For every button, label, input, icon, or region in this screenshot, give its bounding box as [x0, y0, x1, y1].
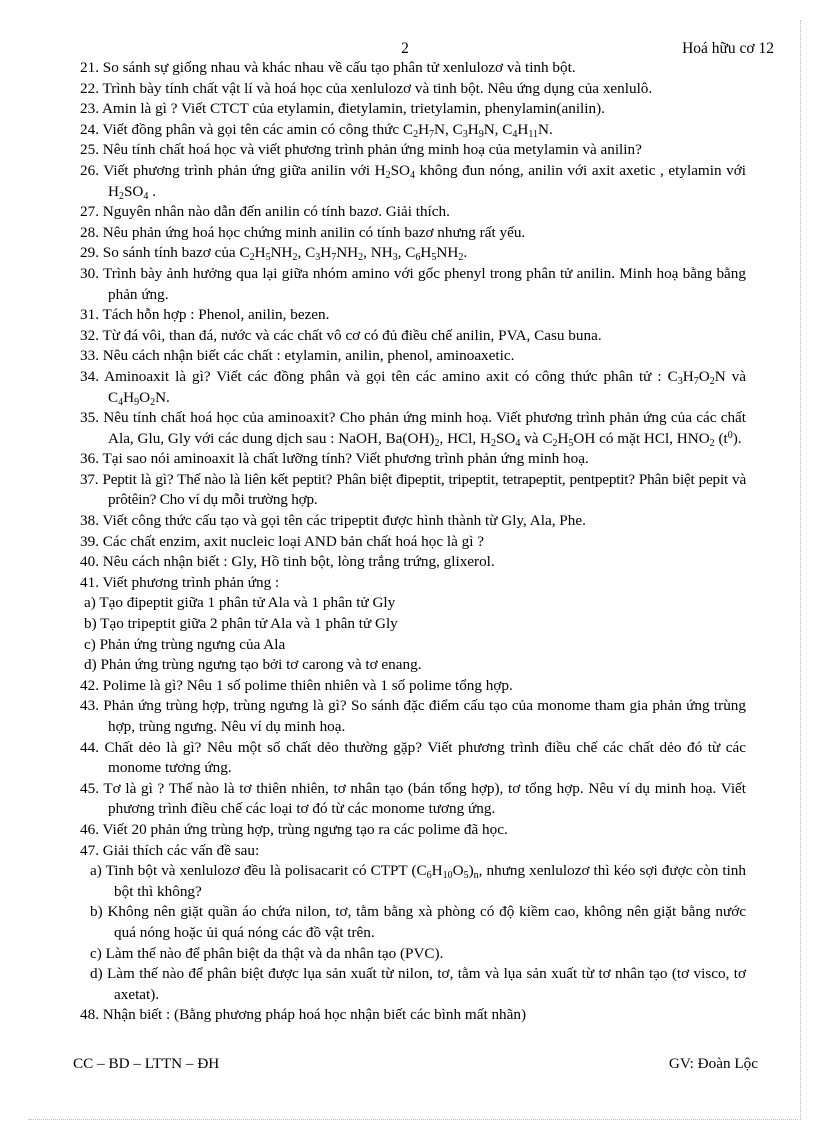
footer-left: CC – BD – LTTN – ĐH — [73, 1055, 220, 1072]
question-item: 45. Tơ là gì ? Thế nào là tơ thiên nhiên, tơ nhân tạo (bán tổng hợp), tơ tổng hợp. Nêu ví dụ minh hoạ. Viết phương trình điều chế các loại tơ đó từ các monome tương ứng. — [80, 779, 746, 818]
question-item: 37. Peptit là gì? Thế nào là liên kết peptit? Phân biệt đipeptit, tripeptit, tetrapeptit, pentpeptit? Phân biệt pepit và prôtêin? Cho ví dụ mỗi trường hợp. — [80, 470, 746, 509]
footer-right: GV: Đoàn Lộc — [668, 1055, 758, 1072]
question-item: 29. So sánh tính bazơ của $C_2H_5NH_2$, $C_3H_7NH_2$, $NH_3$, $C_6H_5NH_2$. — [80, 244, 468, 264]
question-item: 34. Aminoaxit là gì? Viết các đồng phân và gọi tên các amino axit có công thức phân tử : $C_3H_7O_2N$ và $C_4H_9O_2N$. — [80, 367, 746, 408]
question-item: 31. Tách hỗn hợp : Phenol, anilin, bezen. — [80, 306, 330, 324]
question-item: 33. Nêu cách nhận biết các chất : etylamin, anilin, phenol, aminoaxetic. — [80, 347, 515, 365]
question-item: 46. Viết 20 phản ứng trùng hợp, trùng ngưng tạo ra các polime đã học. — [80, 820, 508, 838]
header-title: Hoá hữu cơ 12 — [682, 40, 774, 57]
question-item: 21. So sánh sự giống nhau và khác nhau về cấu tạo phân tử xenlulozơ và tinh bột. — [80, 59, 576, 76]
question-item: 30. Trình bày ảnh hưởng qua lại giữa nhóm amino với gốc phenyl trong phân tử anilin. Minh hoạ bằng bằng phản ứng. — [80, 264, 746, 303]
sub-item: c) Phản ứng trùng ngưng của Ala — [84, 635, 286, 653]
question-item: 28. Nêu phản ứng hoá học chứng minh anilin có tính bazơ nhưng rất yếu. — [80, 223, 526, 241]
question-list — [80, 58, 746, 1026]
question-item: 48. Nhận biết : (Bằng phương pháp hoá học nhận biết các bình mất nhãn) — [80, 1006, 527, 1024]
sub-item: a) Tinh bột và xenlulozơ đều là polisacarit có CTPT $(C_6H_{10}O_5)_n$, nhưng xenlulozơ thì kéo sợi được còn tinh bột thì không? — [90, 862, 746, 900]
question-item: 42. Polime là gì? Nêu 1 số polime thiên nhiên và 1 số polime tổng hợp. — [80, 676, 513, 694]
question-item: 39. Các chất enzim, axit nucleic loại AND bản chất hoá học là gì ? — [80, 532, 485, 550]
question-item: 24. Viết đồng phân và gọi tên các amin có công thức $C_2H_7N$, $C_3H_9N$, $C_4H_{11}N$. — [80, 120, 553, 140]
question-item: 40. Nêu cách nhận biết : Gly, Hồ tinh bột, lòng trắng trứng, glixerol. — [80, 553, 495, 571]
question-item: 43. Phản ứng trùng hợp, trùng ngưng là gì? So sánh đặc điểm cấu tạo của monome tham gia phản ứng trùng hợp, trùng ngưng. Nêu ví dụ minh hoạ. — [80, 697, 746, 735]
sub-item: a) Tạo đipeptit giữa 1 phân tử Ala và 1 phân tử Gly — [84, 594, 396, 612]
question-item: 47. Giải thích các vấn đề sau: — [80, 841, 260, 859]
page-number: 2 — [401, 40, 409, 57]
question-item: 41. Viết phương trình phản ứng : — [80, 573, 280, 591]
question-item: 36. Tại sao nói aminoaxit là chất lưỡng tính? Viết phương trình phản ứng minh hoạ. — [80, 450, 589, 468]
question-item: 25. Nêu tính chất hoá học và viết phương trình phản ứng minh hoạ của metylamin và anilin? — [80, 141, 642, 159]
page-border-right — [800, 20, 801, 1120]
question-item: 22. Trình bày tính chất vật lí và hoá học của xenlulozơ và tinh bột. Nêu ứng dụng của xenlulô. — [80, 79, 653, 97]
question-item: 23. Amin là gì ? Viết CTCT của etylamin, đietylamin, trietylamin, phenylamin(anilin). — [80, 100, 605, 118]
question-item: 44. Chất dẻo là gì? Nêu một số chất dẻo thường gặp? Viết phương trình điều chế các chất dẻo đó từ các monome tương ứng. — [80, 738, 746, 777]
sub-item: c) Làm thế nào để phân biệt da thật và da nhân tạo (PVC). — [90, 944, 444, 962]
question-item: 26. Viết phương trình phản ứng giữa anilin với $H_2SO_4$ không đun nóng, anilin với axit axetic , etylamin với $H_2SO_4$ . — [80, 161, 746, 202]
question-item: 32. Từ đá vôi, than đá, nước và các chất vô cơ có đủ điều chế anilin, PVA, Casu buna. — [80, 326, 602, 344]
sub-item: d) Phản ứng trùng ngưng tạo bởi tơ carong và tơ enang. — [84, 656, 422, 674]
question-item: 38. Viết công thức cấu tạo và gọi tên các tripeptit được hình thành từ Gly, Ala, Phe. — [80, 512, 586, 530]
question-item: 27. Nguyên nhân nào dẫn đến anilin có tính bazơ. Giải thích. — [80, 203, 450, 221]
question-item: 35. Nêu tính chất hoá học của aminoaxit? Cho phản ứng minh hoạ. Viết phương trình phản ứng của các chất Ala, Glu, Gly với các dung dịch sau : NaOH, $Ba(OH)_2$, HCl, $H_2SO_4$ và $C_2H_5OH$ có mặt HCl, $HNO_2$ $(t^0)$. — [80, 409, 746, 449]
sub-item: d) Làm thế nào để phân biệt được lụa sản xuất từ nilon, tơ, tằm và lụa sản xuất từ tơ nhân tạo (tơ visco, tơ axetat). — [90, 965, 746, 1003]
page-border-bottom — [28, 1119, 798, 1120]
sub-item: b) Tạo tripeptit giữa 2 phân tử Ala và 1 phân tử Gly — [84, 615, 398, 633]
sub-item: b) Không nên giặt quần áo chứa nilon, tơ, tằm bằng xà phòng có độ kiềm cao, không nên giặt bằng nước quá nóng hoặc ủi quá nóng các đồ vật trên. — [90, 903, 746, 941]
